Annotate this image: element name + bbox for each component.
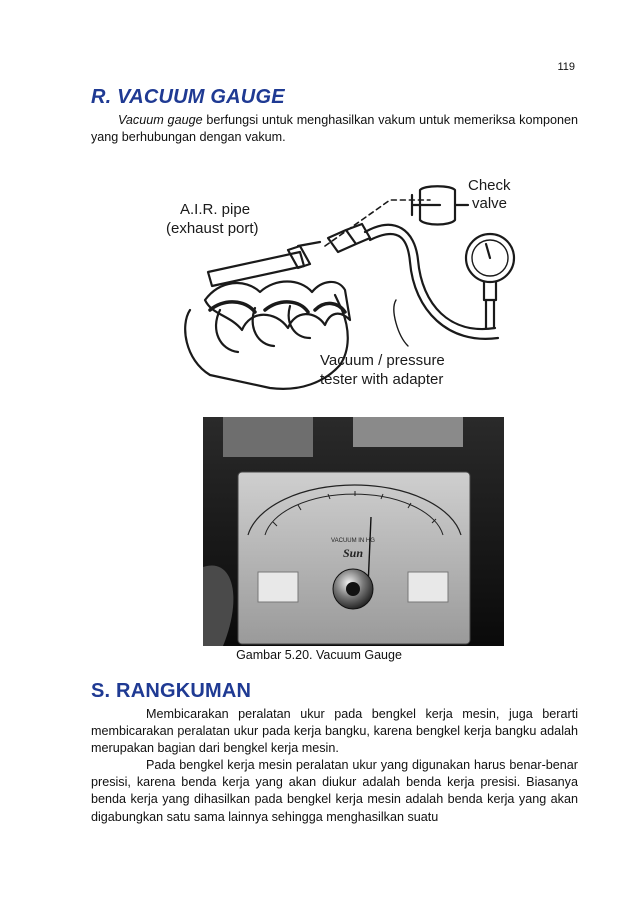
label-check: Check — [468, 177, 511, 194]
hand-fingers — [216, 306, 310, 352]
section-title-vacuum-gauge: R. VACUUM GAUGE — [91, 86, 285, 108]
gauge-unit-text: VACUUM IN HG — [331, 538, 375, 544]
check-valve — [412, 186, 468, 224]
section-title-rangkuman: S. RANGKUMAN — [91, 680, 252, 702]
vacuum-gauge-photo — [203, 417, 504, 646]
intro-term: Vacuum gauge — [118, 113, 203, 127]
gauge-stem — [484, 282, 496, 328]
dashed-link — [325, 200, 430, 246]
label-tester-line-2: tester with adapter — [320, 371, 444, 388]
figure-caption: Gambar 5.20. Vacuum Gauge — [236, 648, 402, 662]
label-exhaust-port: (exhaust port) — [166, 220, 259, 237]
manifold — [205, 282, 350, 331]
label-air-pipe: A.I.R. pipe — [180, 201, 251, 218]
gauge-brand: Sun — [342, 546, 364, 560]
adapter — [328, 224, 370, 252]
label-tester-line-1: Vacuum / pressure — [320, 352, 445, 369]
summary-text-1: Membicarakan peralatan ukur pada bengkel kerja mesin, juga berarti membicarakan peralatan ukur pada kerja bangku, karena bengkel kerja bangku adalah merupakan bagian dari bengkel kerja mesin. — [91, 707, 578, 756]
label-valve: valve — [472, 195, 508, 212]
summary-text-2: Pada bengkel kerja mesin peralatan ukur yang digunakan harus benar-benar presisi, karena benda kerja yang akan diukur adalah benda kerja presisi. Biasanya benda kerja yang dihasilkan pada bengkel kerja mesin adalah benda kerja yang akan digabungkan satu sama lainnya sehingga menghasilkan suatu — [91, 758, 578, 824]
engine-part — [223, 417, 313, 457]
engine-part-right — [353, 417, 463, 447]
page-number: 119 — [557, 61, 575, 73]
label-plate-left — [258, 572, 298, 602]
intro-paragraph — [91, 112, 578, 146]
summary-paragraph-2 — [91, 757, 578, 826]
manifold-gasket — [210, 302, 345, 312]
label-plate-right — [408, 572, 448, 602]
vacuum-gauge-diagram — [150, 160, 530, 400]
leader-line — [394, 300, 408, 346]
summary-paragraph-1 — [91, 706, 578, 758]
intro-text: berfungsi untuk menghasilkan vakum untuk memeriksa komponen yang berhubungan dengan vakum. — [91, 113, 578, 145]
knob-center — [346, 582, 360, 596]
hose — [365, 225, 498, 339]
gauge-needle — [486, 244, 490, 258]
